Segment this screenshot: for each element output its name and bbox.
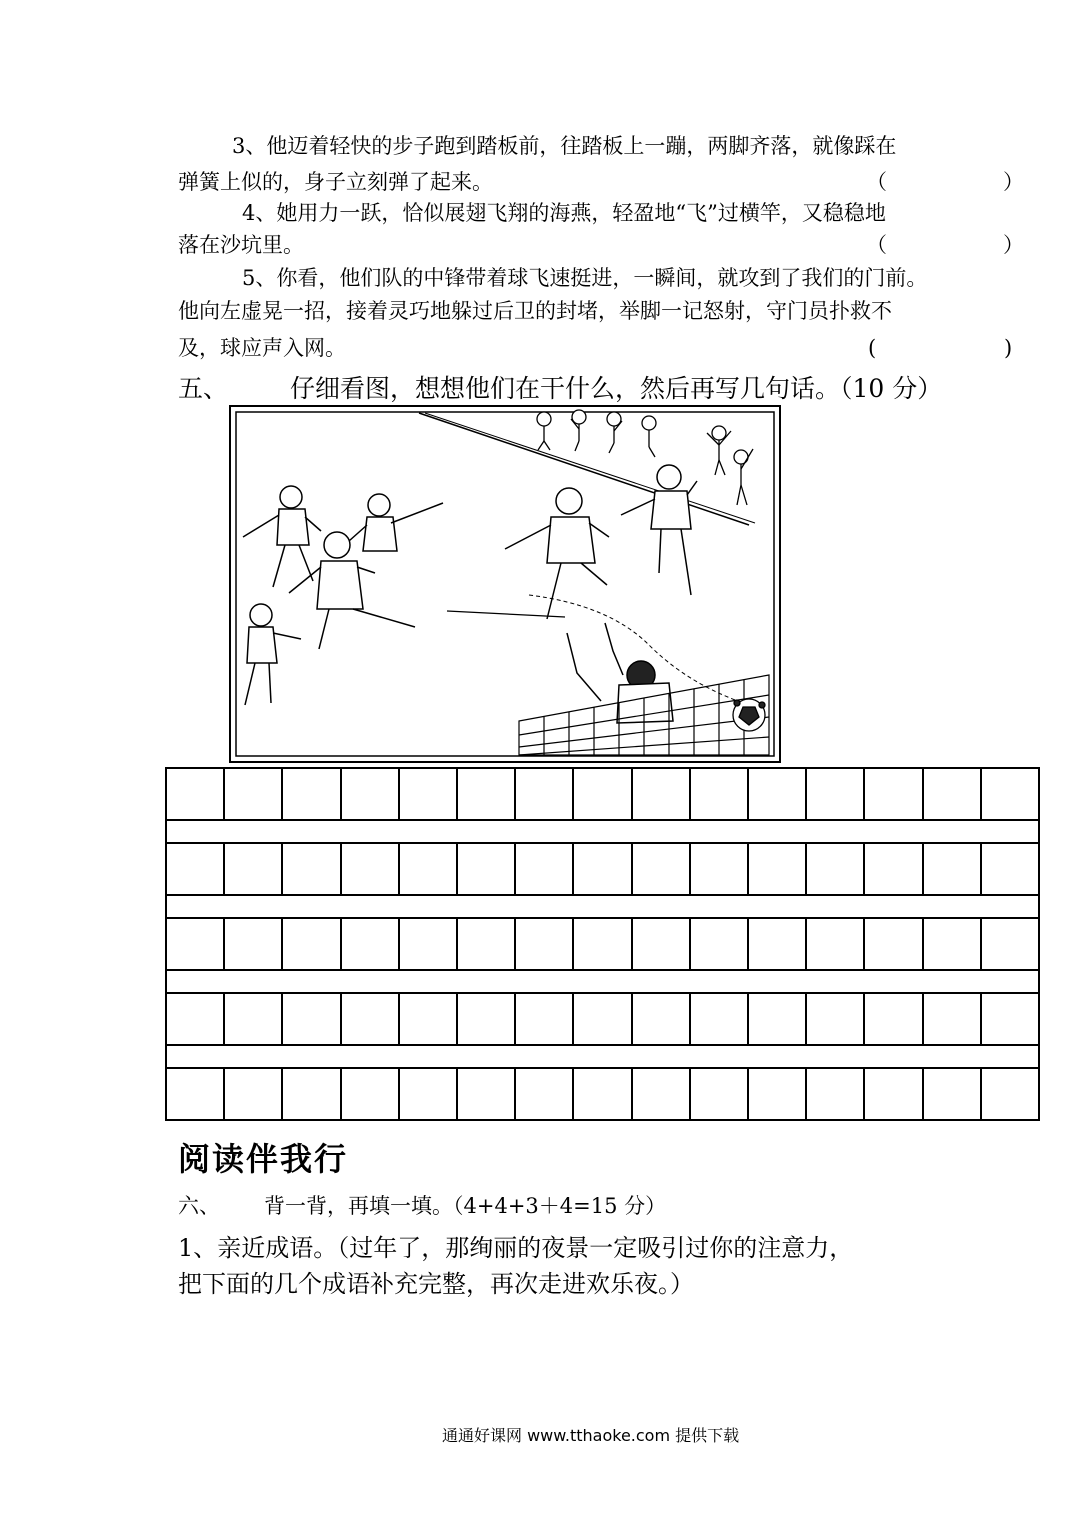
grid-cell[interactable] — [865, 1069, 923, 1119]
grid-cell[interactable] — [516, 1069, 574, 1119]
item4-answer-close: ） — [1003, 233, 1024, 257]
grid-cell[interactable] — [167, 1069, 225, 1119]
grid-cell[interactable] — [574, 919, 632, 969]
item3-answer-close: ） — [1003, 170, 1024, 194]
grid-cell[interactable] — [342, 1069, 400, 1119]
reading-banner: 阅读伴我行 — [178, 1140, 349, 1178]
item5-line2: 他向左虚晃一招，接着灵巧地躲过后卫的封堵，举脚一记怒射，守门员扑救不 — [178, 299, 892, 323]
item3-answer-open: （ — [866, 170, 887, 194]
grid-cell[interactable] — [982, 769, 1038, 819]
grid-cell[interactable] — [400, 1069, 458, 1119]
page-footer: 通通好课网 www.tthaoke.com 提供下载 — [442, 1426, 740, 1445]
grid-cell[interactable] — [225, 994, 283, 1044]
grid-cell[interactable] — [342, 844, 400, 894]
grid-cell[interactable] — [342, 919, 400, 969]
grid-cell[interactable] — [574, 769, 632, 819]
grid-cell[interactable] — [924, 844, 982, 894]
item5-answer-close: ) — [1004, 336, 1013, 360]
grid-cell[interactable] — [807, 1069, 865, 1119]
grid-cell[interactable] — [283, 919, 341, 969]
item5-line1: 5、你看，他们队的中锋带着球飞速挺进，一瞬间，就攻到了我们的门前。 — [242, 266, 928, 290]
item4-line1: 4、她用力一跃，恰似展翅飞翔的海燕，轻盈地“飞”过横竿，又稳稳地 — [242, 201, 886, 225]
grid-cell[interactable] — [633, 994, 691, 1044]
grid-cell[interactable] — [458, 919, 516, 969]
item3-line2: 弹簧上似的，身子立刻弹了起来。 — [178, 170, 493, 194]
grid-cell[interactable] — [167, 769, 225, 819]
grid-cell[interactable] — [283, 994, 341, 1044]
grid-cell[interactable] — [167, 919, 225, 969]
grid-cell[interactable] — [749, 994, 807, 1044]
grid-cell[interactable] — [865, 994, 923, 1044]
grid-row-gap — [165, 821, 1040, 842]
grid-cell[interactable] — [458, 1069, 516, 1119]
grid-cell[interactable] — [167, 844, 225, 894]
grid-cell[interactable] — [283, 844, 341, 894]
grid-cell[interactable] — [574, 994, 632, 1044]
item4-answer-open: （ — [866, 233, 887, 257]
grid-cell[interactable] — [807, 994, 865, 1044]
grid-cell[interactable] — [225, 1069, 283, 1119]
grid-cell[interactable] — [633, 844, 691, 894]
grid-cell[interactable] — [458, 769, 516, 819]
grid-cell[interactable] — [633, 769, 691, 819]
grid-cell[interactable] — [691, 769, 749, 819]
grid-row — [165, 842, 1040, 896]
grid-cell[interactable] — [400, 844, 458, 894]
grid-cell[interactable] — [865, 769, 923, 819]
grid-cell[interactable] — [516, 919, 574, 969]
grid-cell[interactable] — [400, 994, 458, 1044]
grid-row-gap — [165, 896, 1040, 917]
grid-cell[interactable] — [342, 994, 400, 1044]
section6-instruction: 背一背，再填一填。（4+4+3＋4=15 分） — [264, 1194, 667, 1218]
grid-cell[interactable] — [458, 994, 516, 1044]
grid-cell[interactable] — [749, 919, 807, 969]
grid-cell[interactable] — [749, 844, 807, 894]
grid-cell[interactable] — [865, 919, 923, 969]
grid-cell[interactable] — [574, 1069, 632, 1119]
grid-cell[interactable] — [691, 844, 749, 894]
item3-line1: 3、他迈着轻快的步子跑到踏板前，往踏板上一蹦，两脚齐落，就像踩在 — [232, 134, 897, 158]
grid-cell[interactable] — [516, 769, 574, 819]
grid-cell[interactable] — [167, 994, 225, 1044]
section6-number: 六、 — [178, 1194, 220, 1218]
grid-cell[interactable] — [225, 769, 283, 819]
grid-cell[interactable] — [982, 844, 1038, 894]
grid-cell[interactable] — [400, 769, 458, 819]
grid-row-gap — [165, 971, 1040, 992]
grid-cell[interactable] — [691, 1069, 749, 1119]
grid-cell[interactable] — [807, 844, 865, 894]
grid-cell[interactable] — [982, 994, 1038, 1044]
grid-cell[interactable] — [924, 769, 982, 819]
grid-cell[interactable] — [225, 844, 283, 894]
grid-cell[interactable] — [807, 769, 865, 819]
item5-line3: 及，球应声入网。 — [178, 336, 346, 360]
section6-q1-line1: 1、亲近成语。（过年了，那绚丽的夜景一定吸引过你的注意力， — [178, 1234, 854, 1262]
grid-cell[interactable] — [924, 919, 982, 969]
grid-row — [165, 767, 1040, 821]
section6-heading — [178, 1196, 666, 1217]
item4-line2: 落在沙坑里。 — [178, 233, 304, 257]
grid-row — [165, 917, 1040, 971]
grid-cell[interactable] — [516, 844, 574, 894]
grid-cell[interactable] — [574, 844, 632, 894]
section6-q1-line2: 把下面的几个成语补充完整，再次走进欢乐夜。） — [178, 1270, 694, 1298]
grid-cell[interactable] — [924, 1069, 982, 1119]
soccer-illustration — [229, 405, 781, 763]
grid-cell[interactable] — [807, 919, 865, 969]
grid-cell[interactable] — [400, 919, 458, 969]
grid-cell[interactable] — [516, 994, 574, 1044]
grid-cell[interactable] — [342, 769, 400, 819]
section5-number: 五、 — [178, 374, 229, 403]
section5-instruction: 仔细看图，想想他们在干什么，然后再写几句话。（10 分） — [290, 374, 943, 403]
grid-cell[interactable] — [982, 1069, 1038, 1119]
soccer-ball — [733, 699, 765, 731]
grid-cell[interactable] — [749, 769, 807, 819]
grid-cell[interactable] — [865, 844, 923, 894]
grid-cell[interactable] — [458, 844, 516, 894]
grid-cell[interactable] — [749, 1069, 807, 1119]
grid-cell[interactable] — [283, 1069, 341, 1119]
grid-row — [165, 992, 1040, 1046]
grid-cell[interactable] — [924, 994, 982, 1044]
grid-cell[interactable] — [283, 769, 341, 819]
grid-cell[interactable] — [982, 919, 1038, 969]
item5-answer-open: ( — [868, 336, 877, 360]
grid-cell[interactable] — [691, 994, 749, 1044]
writing-grid — [165, 767, 1040, 1121]
grid-cell[interactable] — [633, 919, 691, 969]
section5-heading — [178, 376, 942, 401]
grid-cell[interactable] — [225, 919, 283, 969]
grid-row-gap — [165, 1046, 1040, 1067]
grid-cell[interactable] — [691, 919, 749, 969]
grid-row — [165, 1067, 1040, 1121]
grid-cell[interactable] — [633, 1069, 691, 1119]
